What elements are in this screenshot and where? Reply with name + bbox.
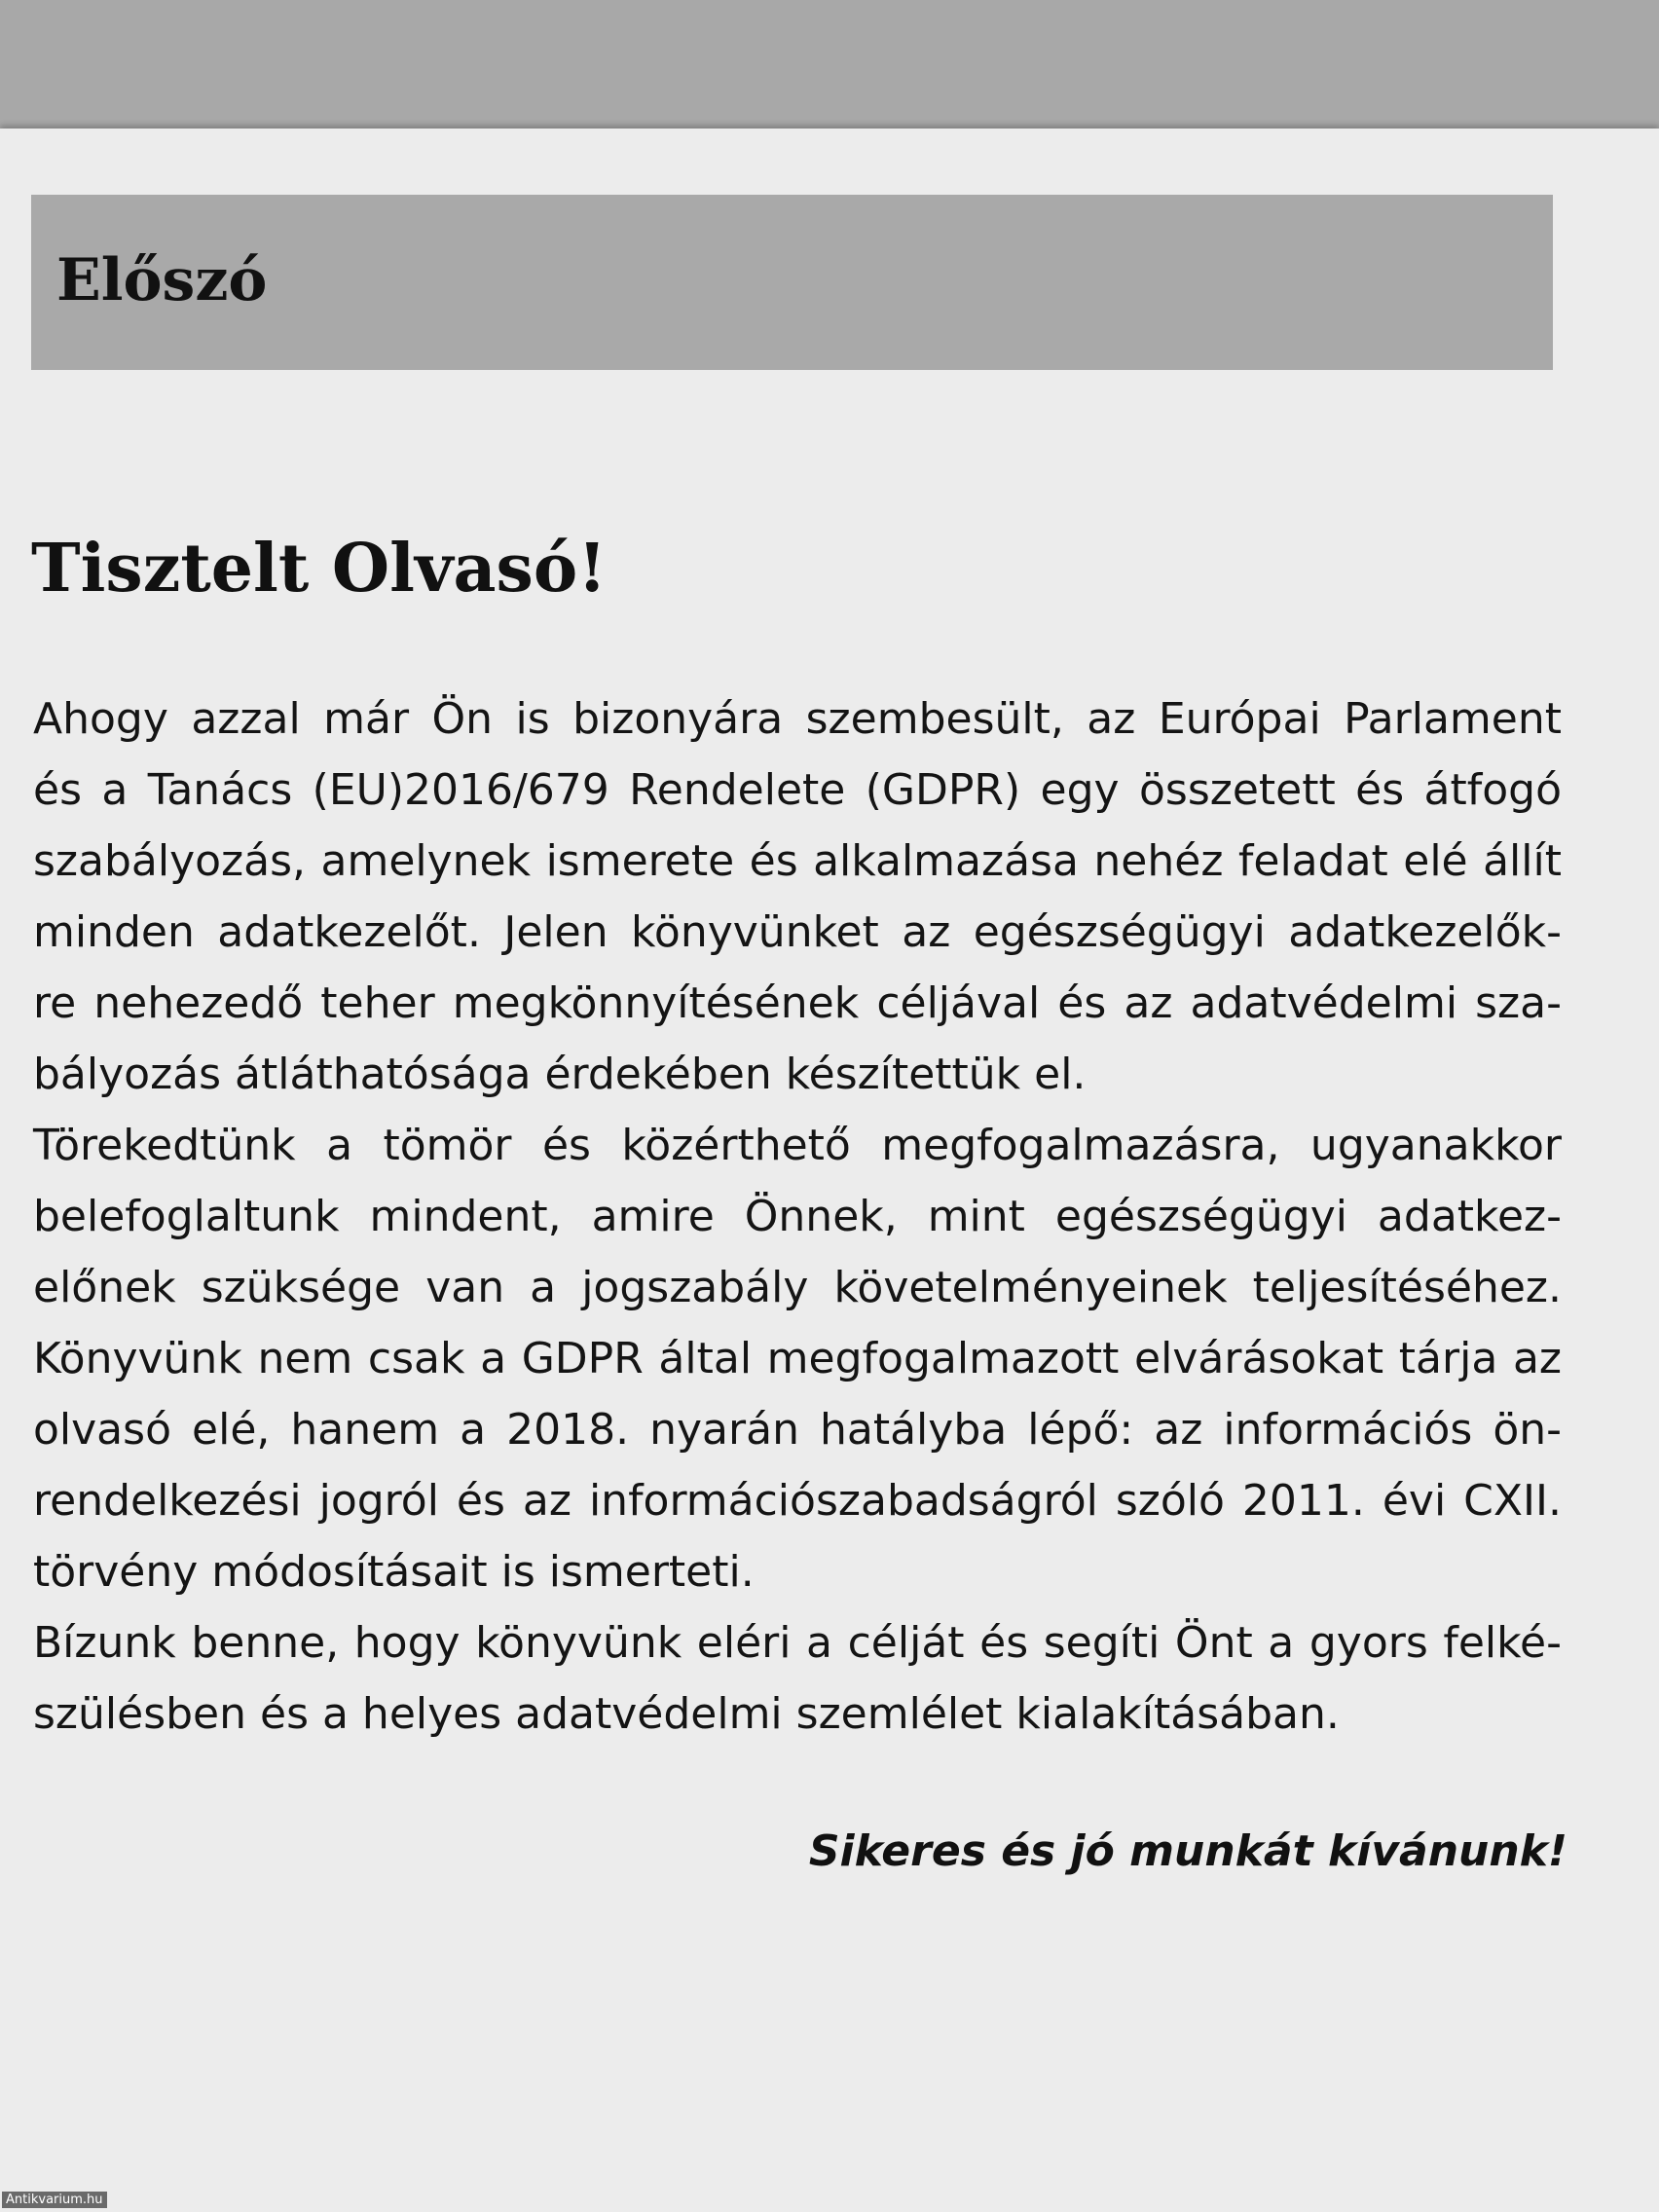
- body-line: előnek szüksége van a jogszabály követelményeinek teljesítéséhez.: [33, 1263, 1562, 1312]
- body-line: Ahogy azzal már Ön is bizonyára szembesült, az Európai Parlament: [33, 694, 1562, 744]
- body-line: Könyvünk nem csak a GDPR által megfogalmazott elvárásokat tárja az: [33, 1334, 1562, 1383]
- chapter-title: Előszó: [56, 246, 268, 314]
- body-line: szülésben és a helyes adatvédelmi szemlélet kialakításában.: [33, 1689, 1340, 1739]
- body-line: szabályozás, amelynek ismerete és alkalmazása nehéz feladat elé állít: [33, 836, 1562, 886]
- foreword-body: [33, 683, 1562, 1750]
- body-line: olvasó elé, hanem a 2018. nyarán hatályba lépő: az információs ön-: [33, 1405, 1562, 1455]
- body-line: rendelkezési jogról és az információszabadságról szóló 2011. évi CXII.: [33, 1476, 1562, 1526]
- body-line: és a Tanács (EU)2016/679 Rendelete (GDPR) egy összetett és átfogó: [33, 765, 1562, 815]
- body-line: Bízunk benne, hogy könyvünk eléri a célját és segíti Önt a gyors felké-: [33, 1618, 1562, 1668]
- closing-line: Sikeres és jó munkát kívánunk!: [808, 1826, 1567, 1876]
- salutation-heading: Tisztelt Olvasó!: [31, 530, 608, 608]
- body-line: minden adatkezelőt. Jelen könyvünket az egészségügyi adatkezelők-: [33, 907, 1562, 957]
- watermark-label: Antikvarium.hu: [2, 2192, 107, 2208]
- body-line: re nehezedő teher megkönnyítésének céljával és az adatvédelmi sza-: [33, 978, 1562, 1028]
- body-line: belefoglaltunk mindent, amire Önnek, mint egészségügyi adatkez-: [33, 1192, 1562, 1241]
- body-line: Törekedtünk a tömör és közérthető megfogalmazásra, ugyanakkor: [33, 1121, 1562, 1170]
- body-line: törvény módosításait is ismerteti.: [33, 1547, 755, 1597]
- chapter-header-band: [31, 195, 1553, 370]
- body-line: bályozás átláthatósága érdekében készítettük el.: [33, 1050, 1087, 1099]
- book-page: [0, 129, 1659, 2212]
